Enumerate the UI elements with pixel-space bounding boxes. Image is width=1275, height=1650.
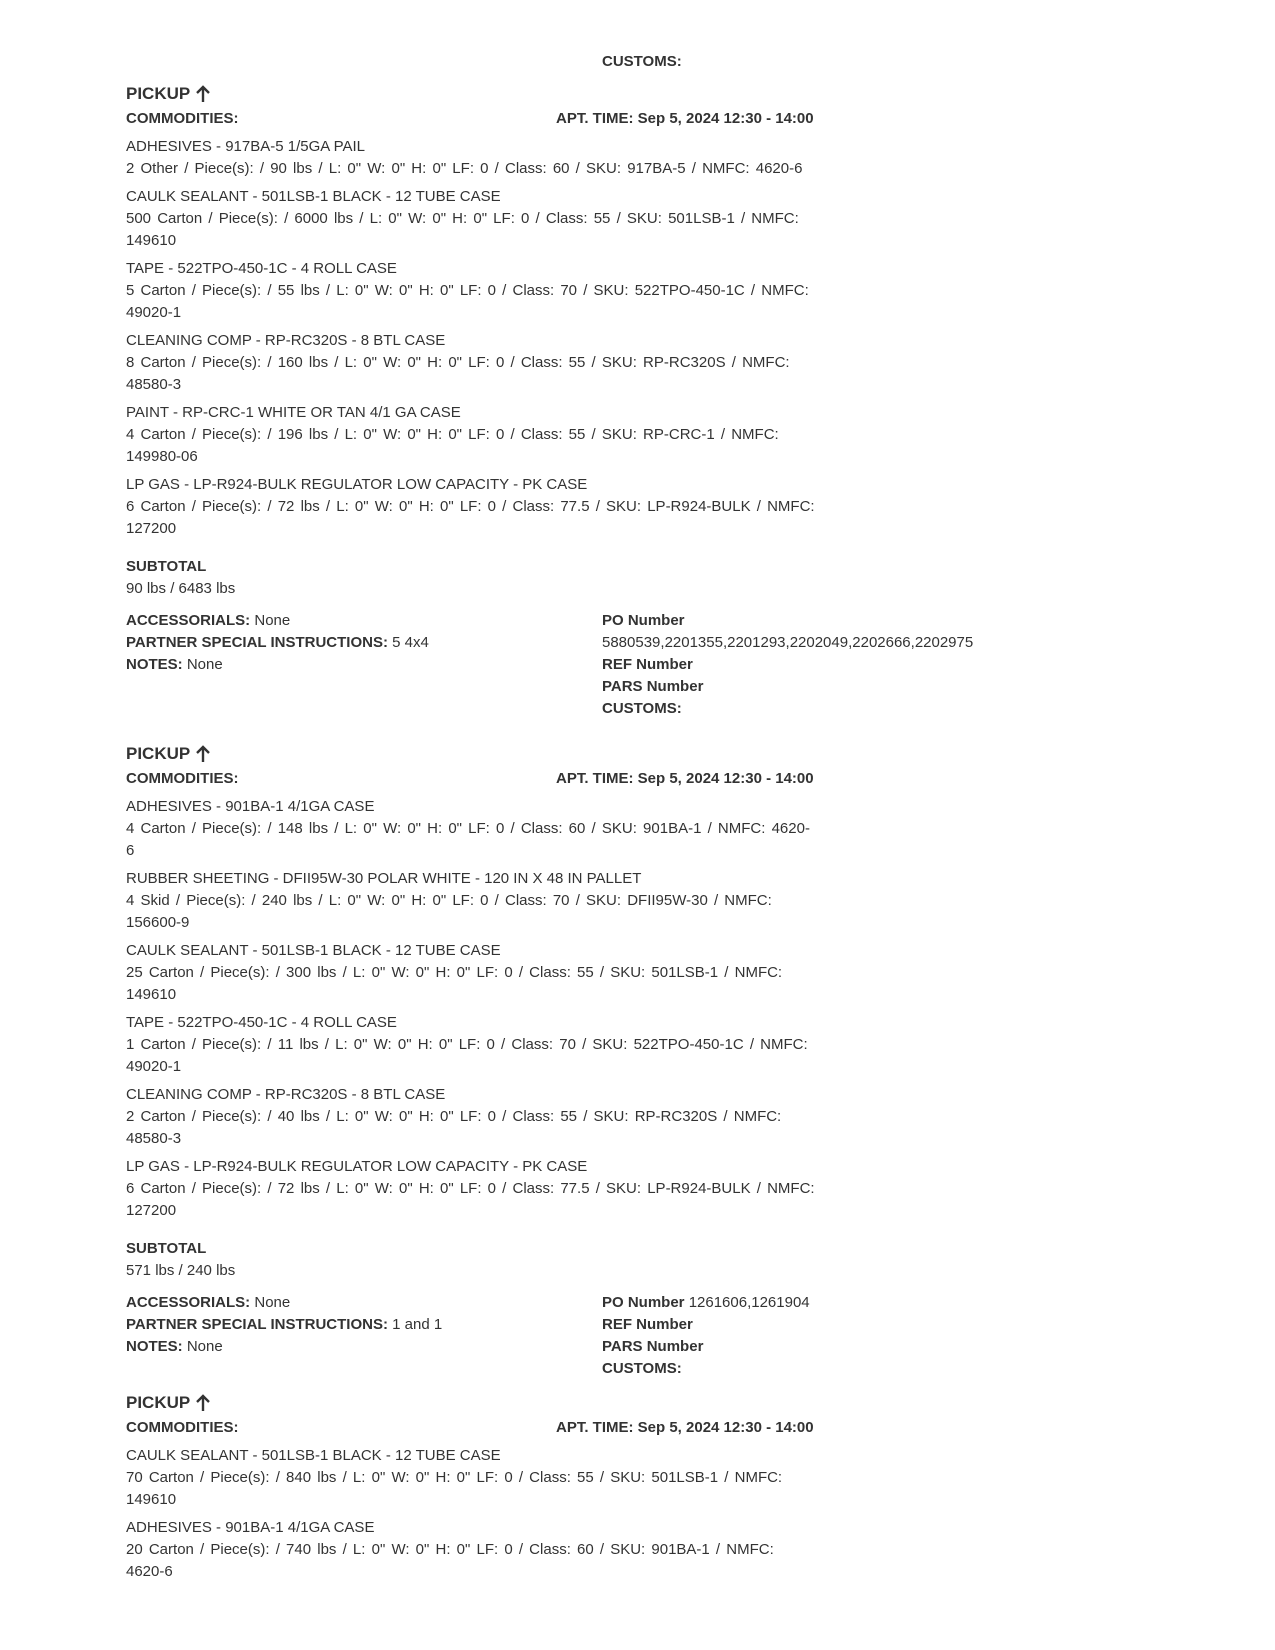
commodity-detail: 1 Carton / Piece(s): / 11 lbs / L: 0" W: 0" H: 0" LF: 0 / Class: 70 / SKU: 522TPO-450-1C / NMFC: 49020-1 bbox=[126, 1036, 808, 1075]
commodity-desc: CLEANING COMP - RP-RC320S - 8 BTL CASE bbox=[126, 1086, 446, 1103]
pickup-section-2 bbox=[126, 742, 1126, 1377]
commodities-header bbox=[126, 106, 1126, 132]
commodity-item bbox=[126, 474, 816, 540]
commodity-item bbox=[126, 1445, 816, 1511]
pickup-info bbox=[126, 1292, 1126, 1377]
commodity-desc: PAINT - RP-CRC-1 WHITE OR TAN 4/1 GA CASE bbox=[126, 404, 461, 421]
pickup-label: PICKUP bbox=[126, 84, 191, 103]
commodity-item bbox=[126, 1517, 816, 1583]
apt-time: APT. TIME: Sep 5, 2024 12:30 - 14:00 bbox=[556, 770, 814, 787]
commodity-desc: CAULK SEALANT - 501LSB-1 BLACK - 12 TUBE CASE bbox=[126, 188, 501, 205]
commodity-desc: CAULK SEALANT - 501LSB-1 BLACK - 12 TUBE CASE bbox=[126, 1447, 501, 1464]
commodity-desc: LP GAS - LP-R924-BULK REGULATOR LOW CAPACITY - PK CASE bbox=[126, 476, 588, 493]
commodity-desc: LP GAS - LP-R924-BULK REGULATOR LOW CAPACITY - PK CASE bbox=[126, 1158, 588, 1175]
subtotal-label: SUBTOTAL bbox=[126, 1240, 207, 1257]
notes-label: NOTES: bbox=[126, 656, 183, 673]
commodity-detail: 500 Carton / Piece(s): / 6000 lbs / L: 0" W: 0" H: 0" LF: 0 / Class: 55 / SKU: 501LSB-1 / NMFC: 149610 bbox=[126, 210, 799, 249]
commodity-desc: CAULK SEALANT - 501LSB-1 BLACK - 12 TUBE CASE bbox=[126, 942, 501, 959]
commodity-item bbox=[126, 796, 816, 862]
commodity-desc: RUBBER SHEETING - DFII95W-30 POLAR WHITE - 120 IN X 48 IN PALLET bbox=[126, 870, 642, 887]
po-number-row bbox=[602, 1292, 1122, 1314]
commodity-desc: ADHESIVES - 917BA-5 1/5GA PAIL bbox=[126, 138, 366, 155]
commodities-header bbox=[126, 766, 1126, 792]
commodity-desc: ADHESIVES - 901BA-1 4/1GA CASE bbox=[126, 798, 375, 815]
pickup-label: PICKUP bbox=[126, 744, 191, 763]
special-instructions-label: PARTNER SPECIAL INSTRUCTIONS: bbox=[126, 1316, 388, 1333]
arrow-up-icon bbox=[195, 85, 211, 103]
commodities-label: COMMODITIES: bbox=[126, 770, 239, 787]
commodity-item bbox=[126, 258, 816, 324]
notes-label: NOTES: bbox=[126, 1338, 183, 1355]
commodity-desc: CLEANING COMP - RP-RC320S - 8 BTL CASE bbox=[126, 332, 446, 349]
special-instructions-label: PARTNER SPECIAL INSTRUCTIONS: bbox=[126, 634, 388, 651]
commodity-desc: ADHESIVES - 901BA-1 4/1GA CASE bbox=[126, 1519, 375, 1536]
subtotal-block bbox=[126, 1238, 1126, 1282]
customs-label: CUSTOMS: bbox=[602, 700, 682, 717]
subtotal-label: SUBTOTAL bbox=[126, 558, 207, 575]
ref-number-label: REF Number bbox=[602, 1316, 693, 1333]
pars-number-label: PARS Number bbox=[602, 678, 704, 695]
special-instructions-value: 5 4x4 bbox=[392, 634, 429, 651]
accessorials-label: ACCESSORIALS: bbox=[126, 612, 251, 629]
commodity-detail: 20 Carton / Piece(s): / 740 lbs / L: 0" W: 0" H: 0" LF: 0 / Class: 60 / SKU: 901BA-1 / NMFC: 4620-6 bbox=[126, 1541, 774, 1580]
pickup-section-3 bbox=[126, 1391, 1126, 1589]
commodity-detail: 5 Carton / Piece(s): / 55 lbs / L: 0" W: 0" H: 0" LF: 0 / Class: 70 / SKU: 522TPO-450-1C / NMFC: 49020-1 bbox=[126, 282, 809, 321]
commodity-item bbox=[126, 402, 816, 468]
commodity-detail: 6 Carton / Piece(s): / 72 lbs / L: 0" W: 0" H: 0" LF: 0 / Class: 77.5 / SKU: LP-R924-BULK / NMFC: 127200 bbox=[126, 1180, 815, 1219]
commodity-item bbox=[126, 1156, 816, 1222]
po-number-value: 5880539,2201355,2201293,2202049,2202666,2202975 bbox=[602, 634, 974, 651]
accessorials-label: ACCESSORIALS: bbox=[126, 1294, 251, 1311]
commodity-detail: 4 Carton / Piece(s): / 148 lbs / L: 0" W: 0" H: 0" LF: 0 / Class: 60 / SKU: 901BA-1 / NMFC: 4620-6 bbox=[126, 820, 810, 859]
apt-time: APT. TIME: Sep 5, 2024 12:30 - 14:00 bbox=[556, 110, 814, 127]
pickup-info-right bbox=[602, 610, 1122, 720]
customs-label: CUSTOMS: bbox=[602, 1360, 682, 1377]
commodity-detail: 4 Carton / Piece(s): / 196 lbs / L: 0" W: 0" H: 0" LF: 0 / Class: 55 / SKU: RP-CRC-1 / NMFC: 149980-06 bbox=[126, 426, 779, 465]
commodities-header bbox=[126, 1415, 1126, 1441]
commodity-detail: 8 Carton / Piece(s): / 160 lbs / L: 0" W: 0" H: 0" LF: 0 / Class: 55 / SKU: RP-RC320S / NMFC: 48580-3 bbox=[126, 354, 790, 393]
accessorials-value: None bbox=[254, 612, 291, 629]
pickup-label: PICKUP bbox=[126, 1393, 191, 1412]
commodity-item bbox=[126, 186, 816, 252]
commodity-detail: 25 Carton / Piece(s): / 300 lbs / L: 0" W: 0" H: 0" LF: 0 / Class: 55 / SKU: 501LSB-1 / NMFC: 149610 bbox=[126, 964, 783, 1003]
arrow-up-icon bbox=[195, 1394, 211, 1412]
pickup-info-right bbox=[602, 1292, 1122, 1380]
commodity-item bbox=[126, 136, 816, 180]
special-instructions-value: 1 and 1 bbox=[392, 1316, 443, 1333]
commodity-detail: 6 Carton / Piece(s): / 72 lbs / L: 0" W: 0" H: 0" LF: 0 / Class: 77.5 / SKU: LP-R924-BULK / NMFC: 127200 bbox=[126, 498, 815, 537]
po-number-value: 1261606,1261904 bbox=[688, 1294, 810, 1311]
commodity-detail: 2 Other / Piece(s): / 90 lbs / L: 0" W: 0" H: 0" LF: 0 / Class: 60 / SKU: 917BA-5 / NMFC: 4620-6 bbox=[126, 160, 803, 177]
subtotal-value: 90 lbs / 6483 lbs bbox=[126, 580, 236, 597]
commodity-item bbox=[126, 1012, 816, 1078]
commodities-label: COMMODITIES: bbox=[126, 1419, 239, 1436]
apt-time: APT. TIME: Sep 5, 2024 12:30 - 14:00 bbox=[556, 1419, 814, 1436]
pickup-info bbox=[126, 610, 1126, 717]
commodity-desc: TAPE - 522TPO-450-1C - 4 ROLL CASE bbox=[126, 260, 397, 277]
subtotal-block bbox=[126, 556, 1126, 600]
pickup-title bbox=[126, 82, 1126, 106]
customs-label: CUSTOMS: bbox=[602, 53, 682, 70]
commodity-detail: 2 Carton / Piece(s): / 40 lbs / L: 0" W: 0" H: 0" LF: 0 / Class: 55 / SKU: RP-RC320S / NMFC: 48580-3 bbox=[126, 1108, 782, 1147]
arrow-up-icon bbox=[195, 745, 211, 763]
subtotal-value: 571 lbs / 240 lbs bbox=[126, 1262, 236, 1279]
commodity-detail: 70 Carton / Piece(s): / 840 lbs / L: 0" W: 0" H: 0" LF: 0 / Class: 55 / SKU: 501LSB-1 / NMFC: 149610 bbox=[126, 1469, 783, 1508]
pickup-title bbox=[126, 1391, 1126, 1415]
notes-value: None bbox=[186, 1338, 223, 1355]
commodity-item bbox=[126, 1084, 816, 1150]
commodity-desc: TAPE - 522TPO-450-1C - 4 ROLL CASE bbox=[126, 1014, 397, 1031]
ref-number-label: REF Number bbox=[602, 656, 693, 673]
commodities-label: COMMODITIES: bbox=[126, 110, 239, 127]
commodity-detail: 4 Skid / Piece(s): / 240 lbs / L: 0" W: 0" H: 0" LF: 0 / Class: 70 / SKU: DFII95W-30 / NMFC: 156600-9 bbox=[126, 892, 772, 931]
pickup-section-1 bbox=[126, 82, 1126, 717]
commodity-item bbox=[126, 868, 816, 934]
notes-value: None bbox=[186, 656, 223, 673]
commodity-item bbox=[126, 330, 816, 396]
po-number-label: PO Number bbox=[602, 1294, 685, 1311]
commodity-item bbox=[126, 940, 816, 1006]
po-number-label: PO Number bbox=[602, 612, 685, 629]
accessorials-value: None bbox=[254, 1294, 291, 1311]
pars-number-label: PARS Number bbox=[602, 1338, 704, 1355]
pickup-title bbox=[126, 742, 1126, 766]
